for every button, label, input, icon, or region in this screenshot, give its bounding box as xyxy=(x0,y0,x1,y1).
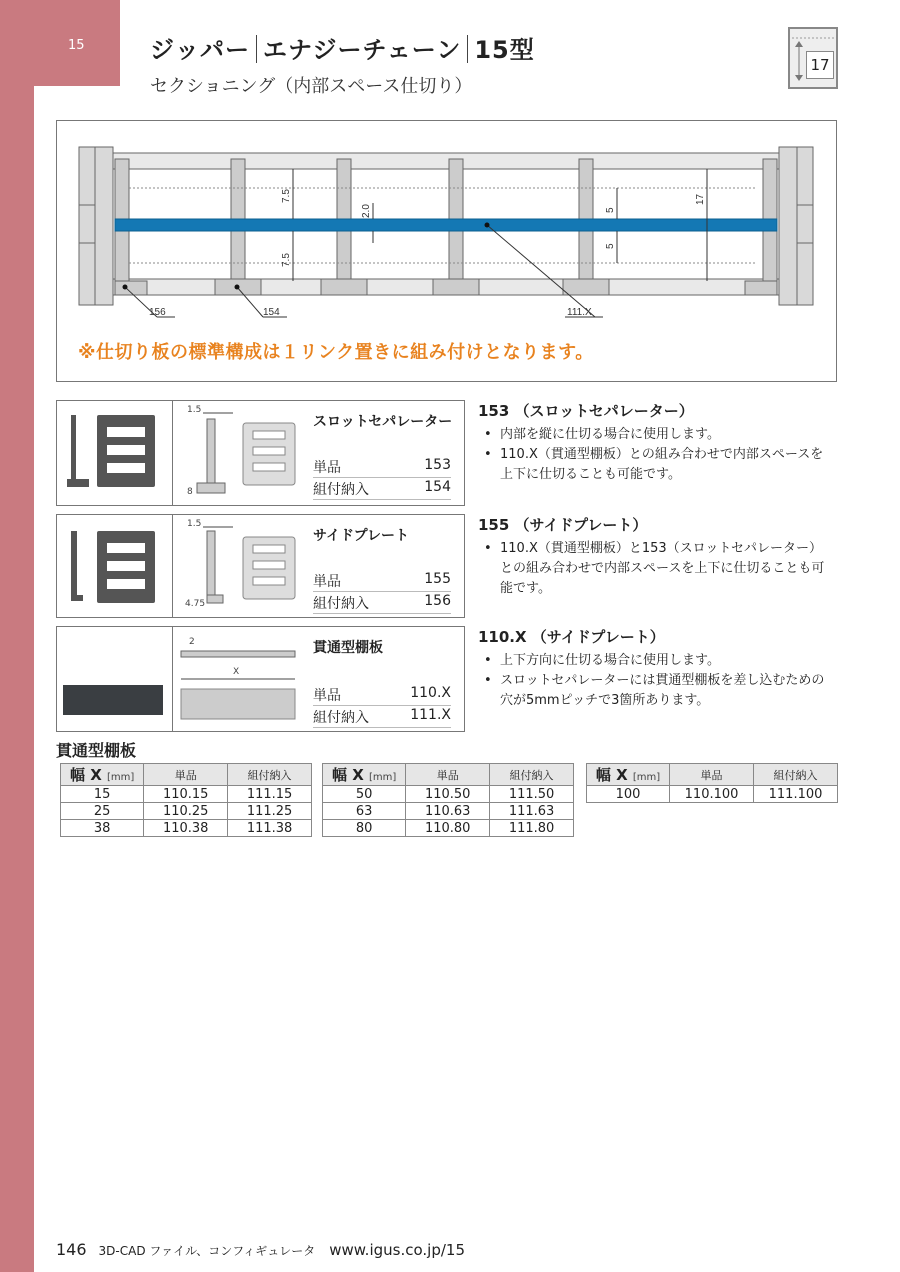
table-row: 15 110.15 111.15 xyxy=(61,786,312,803)
dim-label: 17 xyxy=(695,193,706,205)
column-header-assembled: 組付納入 xyxy=(754,764,838,786)
description-item: • 内部を縦に仕切る場合に使用します。 xyxy=(478,425,830,445)
slot-separator-drawing xyxy=(173,401,313,505)
column-header-width: 幅 X [mm] xyxy=(323,764,406,786)
callout-label: 111.X xyxy=(567,307,592,318)
product-row: 単品 153 xyxy=(313,457,451,476)
table-heading: 貫通型棚板 xyxy=(56,741,137,760)
title-part-3: 15型 xyxy=(474,36,535,64)
dim-label: X xyxy=(233,667,240,677)
page-subtitle: セクショニング（内部スペース仕切り） xyxy=(150,76,473,97)
product-row: 組付納入 154 xyxy=(313,479,451,498)
table-row: 25 110.25 111.25 xyxy=(61,803,312,820)
shelf-table-2 xyxy=(322,763,574,837)
column-header-single: 単品 xyxy=(144,764,228,786)
side-band xyxy=(0,0,34,1272)
table-row: 63 110.63 111.63 xyxy=(323,803,574,820)
dim-label: 1.5 xyxy=(187,405,202,415)
dim-label: 7.5 xyxy=(281,189,292,203)
column-header-assembled: 組付納入 xyxy=(228,764,312,786)
title-separator xyxy=(467,35,468,63)
product-box-side-plate xyxy=(56,514,465,618)
table-row: 38 110.38 111.38 xyxy=(61,820,312,837)
chapter-number: 15 xyxy=(68,38,85,53)
product-row: 組付納入 156 xyxy=(313,593,451,612)
dim-label: 8 xyxy=(187,487,193,497)
description-item: • スロットセパレーターには貫通型棚板を差し込むための穴が5mmピッチで3箇所あります。 xyxy=(478,671,830,711)
description-heading: 110.X （サイドプレート） xyxy=(478,628,665,646)
column-header-assembled: 組付納入 xyxy=(490,764,574,786)
table-row: 50 110.50 111.50 xyxy=(323,786,574,803)
dim-label: 5 xyxy=(605,207,616,213)
shelf-table-3 xyxy=(586,763,838,803)
dim-label: 1.5 xyxy=(187,519,202,529)
product-box-shelf xyxy=(56,626,465,732)
dim-label: 5 xyxy=(605,243,616,249)
title-separator xyxy=(256,35,257,63)
product-box-slot-separator xyxy=(56,400,465,506)
product-row: 単品 110.X xyxy=(313,685,451,704)
assembly-note: ※仕切り板の標準構成は１リンク置きに組み付けとなります。 xyxy=(78,342,594,363)
table-row: 100 110.100 111.100 xyxy=(587,786,838,803)
callout-label: 154 xyxy=(263,307,280,318)
title-part-2: エナジーチェーン xyxy=(263,36,462,64)
chapter-tab xyxy=(0,0,120,86)
description-side-plate xyxy=(478,514,830,599)
page-reference-number: 17 xyxy=(806,51,834,79)
column-header-single: 単品 xyxy=(670,764,754,786)
shelf-photo xyxy=(57,627,173,731)
description-item: • 110.X（貫通型棚板）と153（スロットセパレーター）との組み合わせで内部スペースを上下に仕切ることも可能です。 xyxy=(478,539,830,599)
shelf-table-1 xyxy=(60,763,312,837)
callout-label: 156 xyxy=(149,307,166,318)
dim-label: 2.0 xyxy=(361,204,372,218)
description-slot-separator xyxy=(478,400,830,485)
product-name: サイドプレート xyxy=(313,528,410,544)
column-header-single: 単品 xyxy=(406,764,490,786)
description-heading: 155 （サイドプレート） xyxy=(478,516,648,534)
page-reference-icon xyxy=(788,27,838,89)
page-footer xyxy=(56,1240,465,1259)
side-plate-photo xyxy=(57,515,173,617)
product-row: 組付納入 111.X xyxy=(313,707,451,726)
footer-text: 3D-CAD ファイル、コンフィギュレータ xyxy=(98,1244,316,1258)
dim-label: 2 xyxy=(189,637,195,647)
description-item: • 上下方向に仕切る場合に使用します。 xyxy=(478,651,830,671)
page-title xyxy=(150,30,535,65)
column-header-width: 幅 X [mm] xyxy=(61,764,144,786)
dim-label: 4.75 xyxy=(185,599,206,609)
dim-label: 7.5 xyxy=(281,253,292,267)
slot-separator-photo xyxy=(57,401,173,505)
footer-url[interactable]: www.igus.co.jp/15 xyxy=(329,1241,465,1259)
title-part-1: ジッパー xyxy=(150,36,250,64)
table-row: 80 110.80 111.80 xyxy=(323,820,574,837)
product-name: スロットセパレーター xyxy=(313,414,453,430)
column-header-width: 幅 X [mm] xyxy=(587,764,670,786)
product-name: 貫通型棚板 xyxy=(313,640,383,656)
page-number: 146 xyxy=(56,1240,87,1259)
description-heading: 153 （スロットセパレーター） xyxy=(478,402,694,420)
product-row: 単品 155 xyxy=(313,571,451,590)
description-shelf xyxy=(478,626,830,711)
description-item: • 110.X（貫通型棚板）との組み合わせで内部スペースを上下に仕切ることも可能です。 xyxy=(478,445,830,485)
